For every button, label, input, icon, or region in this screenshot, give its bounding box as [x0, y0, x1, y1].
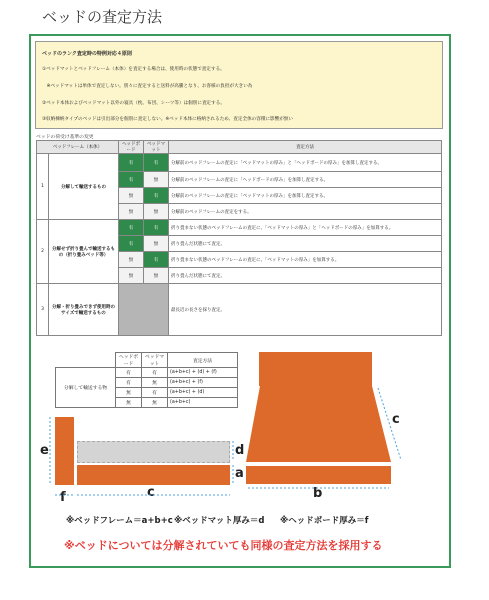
cell-headboard: 有 — [119, 154, 144, 172]
small-cell-mat: 無 — [142, 378, 168, 388]
small-cell-headboard: 有 — [116, 378, 142, 388]
formula-mat: ※ベッドマット厚み＝d — [174, 516, 265, 526]
cell-headboard: 無 — [119, 188, 144, 204]
header-frame: ベッドフレーム（本体） — [37, 141, 119, 154]
cell-headboard: 有 — [119, 172, 144, 188]
cell-method: 分解前のベッドフレームの査定に「ベッドマットの厚み」を加算し査定する。 — [169, 188, 442, 204]
group-label: 分解・折り畳みできず使用時のサイズで輸送するもの — [49, 284, 119, 336]
cell-headboard: 有 — [119, 236, 144, 252]
assessment-table — [36, 140, 442, 336]
rule-item: ①ベッドマットとベッドフレーム（本体）を査定する場合は、使用時の状態で査定する。 — [42, 67, 225, 72]
cell-headboard: 無 — [119, 268, 144, 284]
bed-side-diagram — [246, 386, 406, 496]
cell-mat: 無 — [144, 204, 169, 220]
dim-label-d: d — [235, 443, 245, 458]
page-title: ベッドの査定方法 — [42, 8, 163, 26]
cell-mat: 無 — [144, 172, 169, 188]
small-cell-headboard: 無 — [116, 398, 142, 408]
cell-headboard: 無 — [119, 204, 144, 220]
cell-mat: 有 — [144, 188, 169, 204]
cell-method: 折り畳んだ状態にて査定。 — [169, 268, 442, 284]
policy-note: ※ベッドについては分解されていても同様の査定方法を採用する — [64, 539, 383, 552]
cell-method: 折り畳まない状態のベッドフレームの査定に、「ベッドマットの厚み」を加算する。 — [169, 252, 442, 268]
dim-label-b: b — [313, 486, 323, 501]
header-headboard: ヘッドボード — [119, 141, 144, 154]
dim-label-c-right: c — [392, 412, 400, 427]
small-cell-method: (a+b+c) + (d) + (f) — [168, 368, 238, 378]
cell-method: 分解前のベッドフレームの査定をする。 — [169, 204, 442, 220]
group-number: 3 — [37, 284, 49, 336]
small-row-label: 分解して輸送する物 — [56, 368, 116, 408]
dimension-lines-left — [40, 405, 240, 510]
small-cell-method: (a+b+c) + (f) — [168, 378, 238, 388]
cell-mat: 無 — [144, 236, 169, 252]
cell-mat: 無 — [144, 268, 169, 284]
small-header-headboard: ヘッドボード — [116, 353, 142, 368]
cell-mat: 有 — [144, 154, 169, 172]
cell-na — [119, 284, 169, 336]
small-cell-mat: 有 — [142, 388, 168, 398]
cell-method: 分解前のベッドフレームの査定に「ヘッドボードの厚み」を加算し査定する。 — [169, 172, 442, 188]
rule-item: ※ベッドマットは単体で査定しない。別々に査定すると送料が高騰となり、お客様の負担が大きい為 — [42, 84, 253, 89]
cell-headboard: 無 — [119, 252, 144, 268]
cell-method: 分解前のベッドフレームの査定に「ベッドマットの厚み」と「ヘッドボードの厚み」を加算し査定する。 — [169, 154, 442, 172]
cell-method: 折り畳んだ状態にて査定。 — [169, 236, 442, 252]
small-header-mat: ベッドマット — [142, 353, 168, 368]
dim-label-a: a — [235, 466, 244, 481]
small-cell-headboard: 有 — [116, 368, 142, 378]
table-section-label: ベッドの荷受け基準の変更 — [36, 135, 94, 140]
dim-label-c: c — [147, 485, 155, 500]
small-cell-method: (a+b+c) + (d) — [168, 388, 238, 398]
small-cell-headboard: 無 — [116, 388, 142, 398]
rule-item: ③収納棟納タイプのベッドは引出部分を個別に査定しない。※ベッド本体に格納されるため、査定全体の容積に影響が無い — [42, 117, 294, 122]
dim-label-f: f — [60, 490, 66, 505]
small-header-method: 査定方法 — [168, 353, 238, 368]
small-cell-mat: 無 — [142, 398, 168, 408]
dim-label-e: e — [40, 443, 49, 458]
rules-box — [35, 41, 443, 129]
rules-heading: ベッドのランク査定時の特例対応４原則 — [42, 51, 132, 57]
summary-table — [55, 352, 238, 408]
small-cell-method: (a+b+c) — [168, 398, 238, 408]
header-method: 査定方法 — [169, 141, 442, 154]
group-label: 分解して輸送するもの — [49, 154, 119, 220]
cell-method: 最長辺の長さを採り査定。 — [169, 284, 442, 336]
formula-board: ※ヘッドボード厚み＝f — [280, 516, 369, 526]
small-cell-mat: 有 — [142, 368, 168, 378]
group-number: 2 — [37, 220, 49, 284]
cell-method: 折り畳まない状態のベッドフレームの査定に、「ベッドマットの厚み」と「ヘッドボードの厚み」を加算する。 — [169, 220, 442, 236]
rule-item: ②ベッド本体およびベッドマット以外の寝具（枕、布団、シーツ等）は個別に査定する。 — [42, 101, 225, 106]
cell-mat: 有 — [144, 252, 169, 268]
headboard-front-shape — [259, 352, 372, 386]
cell-mat: 有 — [144, 220, 169, 236]
header-mat: ベッドマット — [144, 141, 169, 154]
group-label: 分解せず折り畳んで輸送するもの（折り畳みベッド等） — [49, 220, 119, 284]
formula-frame: ※ベッドフレーム＝a+b+c — [66, 516, 173, 526]
cell-headboard: 有 — [119, 220, 144, 236]
group-number: 1 — [37, 154, 49, 220]
